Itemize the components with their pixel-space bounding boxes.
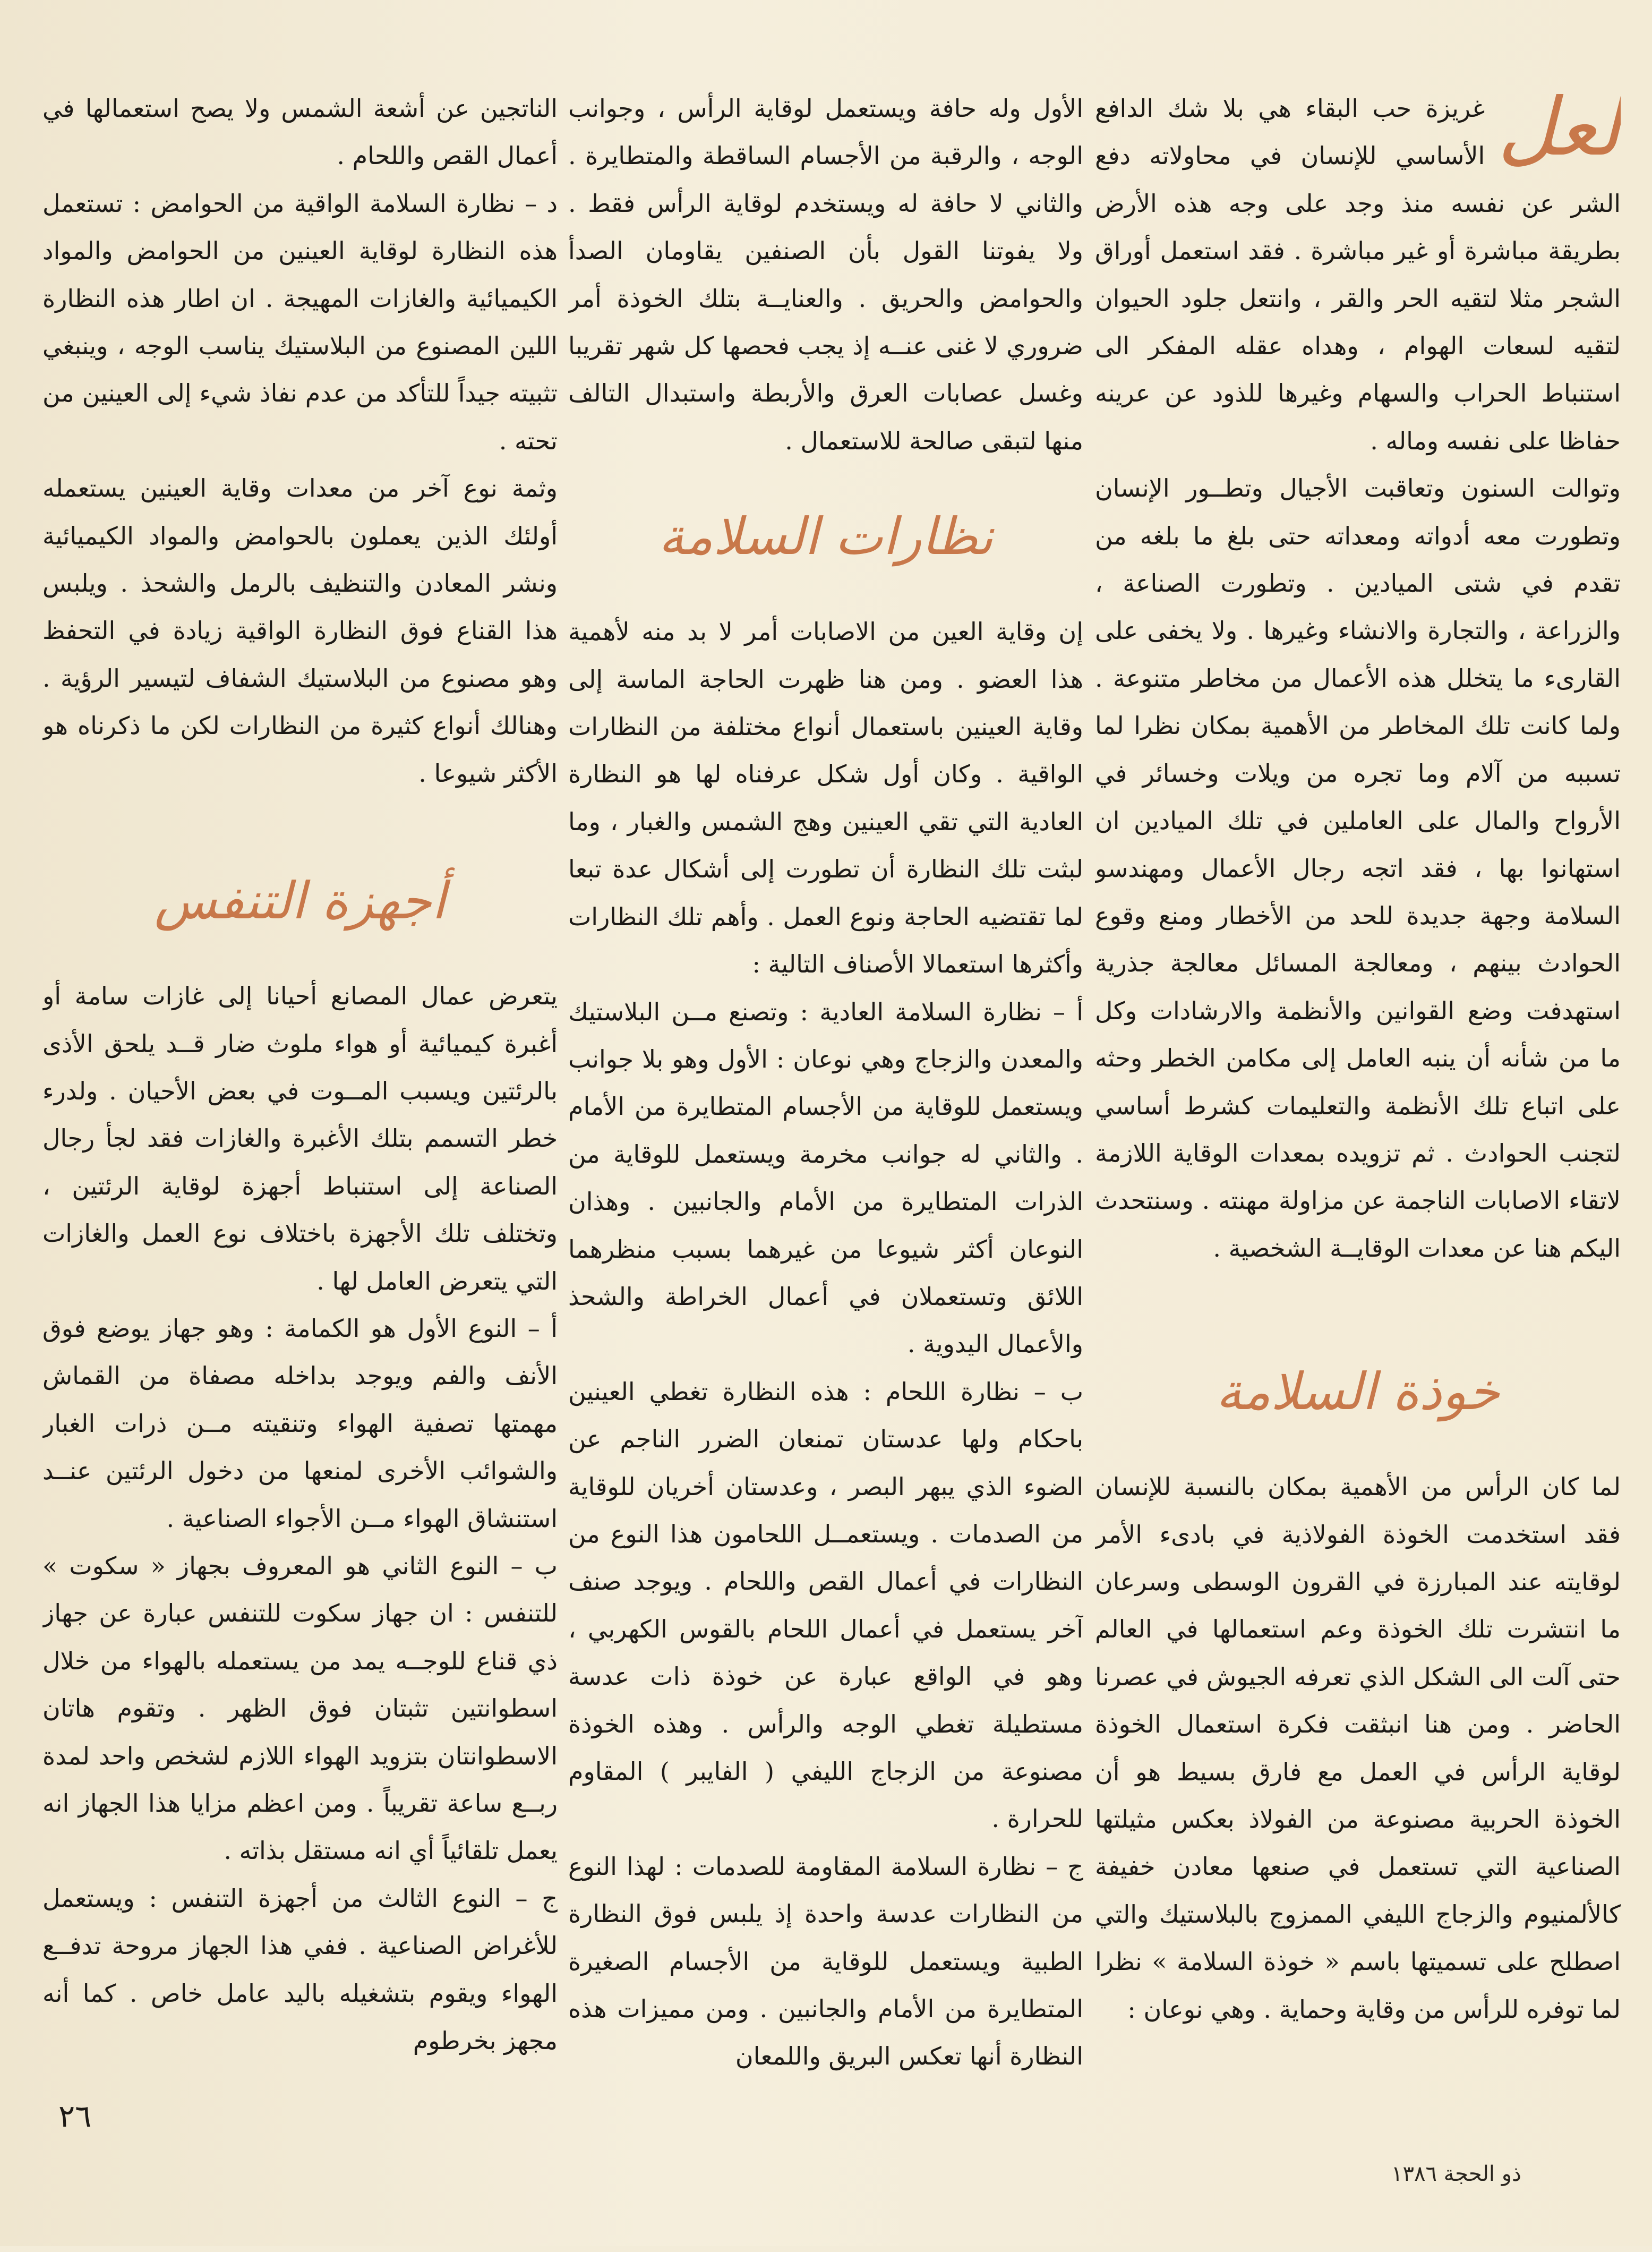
paragraph: وتوالت السنون وتعاقبت الأجيال وتطــور الإنسان وتطورت معه أدواته ومعداته حتى بلغ ما بلغه من تقدم في شتى الميادين . وتطورت الصناعة ، والزراعة ، والتجارة والانشاء وغيرها . ولا يخفى على القارىء ما يتخلل هذه الأعمال من مخاطر متنوعة . ولما كانت تلك المخاطر من الأهمية بمكان نظرا لما تسببه من آلام وما تجره من ويلات وخسائر في الأرواح والمال على العاملين في تلك الميادين ان استهانوا بها ، فقد اتجه رجال الأعمال ومهندسو السلامة وجهة جديدة للحد من الأخطار ومنع وقوع الحوادث بينهم ، ومعالجة المسائل معالجة جذرية استهدفت وضع القوانين والأنظمة والارشادات وكل ما من شأنه أن ينبه العامل إلى مكامن الخطر وحثه على اتباع تلك الأنظمة والتعليمات كشرط أساسي لتجنب الحوادث . ثم تزويده بمعدات الوقاية اللازمة لاتقاء الاصابات الناجمة عن مزاولة مهنته . وسنتحدث اليكم هنا عن معدات الوقايــة الشخصية .: [1095, 474, 1621, 1263]
paragraph: إن وقاية العين من الاصابات أمر لا بد منه لأهمية هذا العضو . ومن هنا ظهرت الحاجة الماسة إلى وقاية العينين باستعمال أنواع مختلفة من النظارات الواقية . وكان أول شكل عرفناه لها هو النظارة العادية التي تقي العينين وهج الشمس والغبار ، وما لبثت تلك النظارة أن تطورت إلى أشكال عدة تبعا لما تقتضيه الحاجة ونوع العمل . وأهم تلك النظارات وأكثرها استعمالا الأصناف التالية :: [568, 617, 1083, 979]
paragraph: وثمة نوع آخر من معدات وقاية العينين يستعمله أولئك الذين يعملون بالحوامض والمواد الكيميائية ونشر المعادن والتنظيف بالرمل والشحذ . ويلبس هذا القناع فوق النظارة الواقية زيادة في التحفظ وهو مصنوع من البلاستيك الشفاف لتيسير الرؤية . وهنالك أنواع كثيرة من النظارات لكن ما ذكرناه هو الأكثر شيوعا .: [42, 474, 558, 788]
intro-text: غريزة حب البقاء هي بلا شك الدافع الأساسي للإنسان في محاولاته دفع الشر عن نفسه منذ وجد على وجه هذه الأرض بطريقة مباشرة أو غير مباشرة . فقد استعمل أوراق الشجر مثلا لتقيه الحر والقر ، وانتعل جلود الحيوان لتقيه لسعات الهوام ، وهداه عقله المفكر الى استنباط الحراب والسهام وغيرها للذود عن عرينه حفاظا على نفسه وماله .: [1095, 94, 1621, 455]
intro-paragraph: [1095, 85, 1621, 465]
column-left: [42, 85, 558, 2140]
paragraph: لما كان الرأس من الأهمية بمكان بالنسبة للإنسان فقد استخدمت الخوذة الفولاذية في بادىء الأمر لوقايته عند المبارزة في القرون الوسطى وسرعان ما انتشرت تلك الخوذة وعم استعمالها في العالم حتى آلت الى الشكل الذي تعرفه الجيوش في عصرنا الحاضر . ومن هنا انبثقت فكرة استعمال الخوذة لوقاية الرأس في العمل مع فارق بسيط هو أن الخوذة الحربية مصنوعة من الفولاذ بعكس مثيلتها الصناعية التي تستعمل في صنعها معادن خفيفة كالألمنيوم والزجاج الليفي الممزوج بالبلاستيك والتي اصطلح على تسميتها باسم « خوذة السلامة » نظرا لما توفره للرأس من وقاية وحماية . وهي نوعان :: [1095, 1472, 1621, 2024]
section-heading-helmet: خوذة السلامة: [1216, 1362, 1500, 1422]
paragraph: ج – نظارة السلامة المقاومة للصدمات : لهذا النوع من النظارات عدسة واحدة إذ يلبس فوق النظارة الطبية ويستعمل للوقاية من الأجسام الصغيرة المتطايرة من الأمام والجانبين . ومن مميزات هذه النظارة أنها تعكس البريق واللمعان: [568, 1852, 1083, 2071]
paragraph: د – نظارة السلامة الواقية من الحوامض : تستعمل هذه النظارة لوقاية العينين من الحوامض والمواد الكيميائية والغازات المهيجة . ان اطار هذه النظارة اللين المصنوع من البلاستيك يناسب الوجه ، وينبغي تثبيته جيداً للتأكد من عدم نفاذ شيء إلى العينين من تحته .: [42, 189, 558, 455]
paragraph: ج – النوع الثالث من أجهزة التنفس : ويستعمل للأغراض الصناعية . ففي هذا الجهاز مروحة تدفــع الهواء ويقوم بتشغيله باليد عامل خاص . كما أنه مجهز بخرطوم: [42, 1883, 558, 2055]
paragraph: ب – نظارة اللحام : هذه النظارة تغطي العينين باحكام ولها عدستان تمنعان الضرر الناجم عن الضوء الذي يبهر البصر ، وعدستان أخريان للوقاية من الصدمات . ويستعمــل اللحامون هذا النوع من النظارات في أعمال القص واللحام . ويوجد صنف آخر يستعمل في أعمال اللحام بالقوس الكهربي ، وهو في الواقع عبارة عن خوذة ذات عدسة مستطيلة تغطي الوجه والرأس . وهذه الخوذة مصنوعة من الزجاج الليفي ( الفايبر ) المقاوم للحرارة .: [568, 1377, 1083, 1833]
paragraph: أ – نظارة السلامة العادية : وتصنع مــن البلاستيك والمعدن والزجاج وهي نوعان : الأول وهو بلا جوانب ويستعمل للوقاية من الأجسام المتطايرة من الأمام . والثاني له جوانب مخرمة ويستعمل للوقاية من الذرات المتطايرة من الأمام والجانبين . وهذان النوعان أكثر شيوعا من غيرهما بسبب منظرهما اللائق وتستعملان في أعمال الخراطة والشحذ والأعمال اليدوية .: [568, 997, 1083, 1359]
page-number: ٢٦: [58, 2098, 92, 2134]
column-middle: [568, 85, 1083, 2140]
column-right: [1095, 85, 1621, 2252]
paragraph: الناتجين عن أشعة الشمس ولا يصح استعمالها في أعمال القص واللحام .: [42, 94, 558, 170]
paragraph: يتعرض عمال المصانع أحيانا إلى غازات سامة أو أغبرة كيميائية أو هواء ملوث ضار قــد يلحق الأذى بالرئتين ويسبب المــوت في بعض الأحيان . ولدرء خطر التسمم بتلك الأغبرة والغازات فقد لجأ رجال الصناعة إلى استنباط أجهزة لوقاية الرئتين ، وتختلف تلك الأجهزة باختلاف نوع العمل والغازات التي يتعرض العامل لها .: [42, 982, 558, 1295]
paragraph: الأول وله حافة ويستعمل لوقاية الرأس ، وجوانب الوجه ، والرقبة من الأجسام الساقطة والمتطايرة . والثاني لا حافة له ويستخدم لوقاية الرأس فقط . ولا يفوتنا القول بأن الصنفين يقاومان الصدأ والحوامض والحريق . والعنايــة بتلك الخوذة أمر ضروري لا غنى عنــه إذ يجب فحصها كل شهر تقريبا وغسل عصابات العرق والأربطة واستبدال التالف منها لتبقى صالحة للاستعمال .: [568, 94, 1083, 455]
footer-date: ذو الحجة ١٣٨٦: [1391, 2162, 1521, 2186]
paragraph: ب – النوع الثاني هو المعروف بجهاز « سكوت » للتنفس : ان جهاز سكوت للتنفس عبارة عن جهاز ذي قناع للوجــه يمد من يستعمله بالهواء من خلال اسطوانتين تثبتان فوق الظهر . وتقوم هاتان الاسطوانتان بتزويد الهواء اللازم لشخص واحد لمدة ربــع ساعة تقريباً . ومن اعظم مزايا هذا الجهاز انه يعمل تلقائياً أي انه مستقل بذاته .: [42, 1551, 558, 1865]
section-heading-respirators: أجهزة التنفس: [154, 871, 446, 931]
paragraph: أ – النوع الأول هو الكمامة : وهو جهاز يوضع فوق الأنف والفم ويوجد بداخله مصفاة من القماش مهمتها تصفية الهواء وتنقيته مــن ذرات الغبار والشوائب الأخرى لمنعها من دخول الرئتين عنــد استنشاق الهواء مــن الأجواء الصناعية .: [42, 1313, 558, 1533]
drop-cap: لعل: [1497, 85, 1621, 174]
section-heading-glasses: نظارات السلامة: [658, 507, 994, 567]
